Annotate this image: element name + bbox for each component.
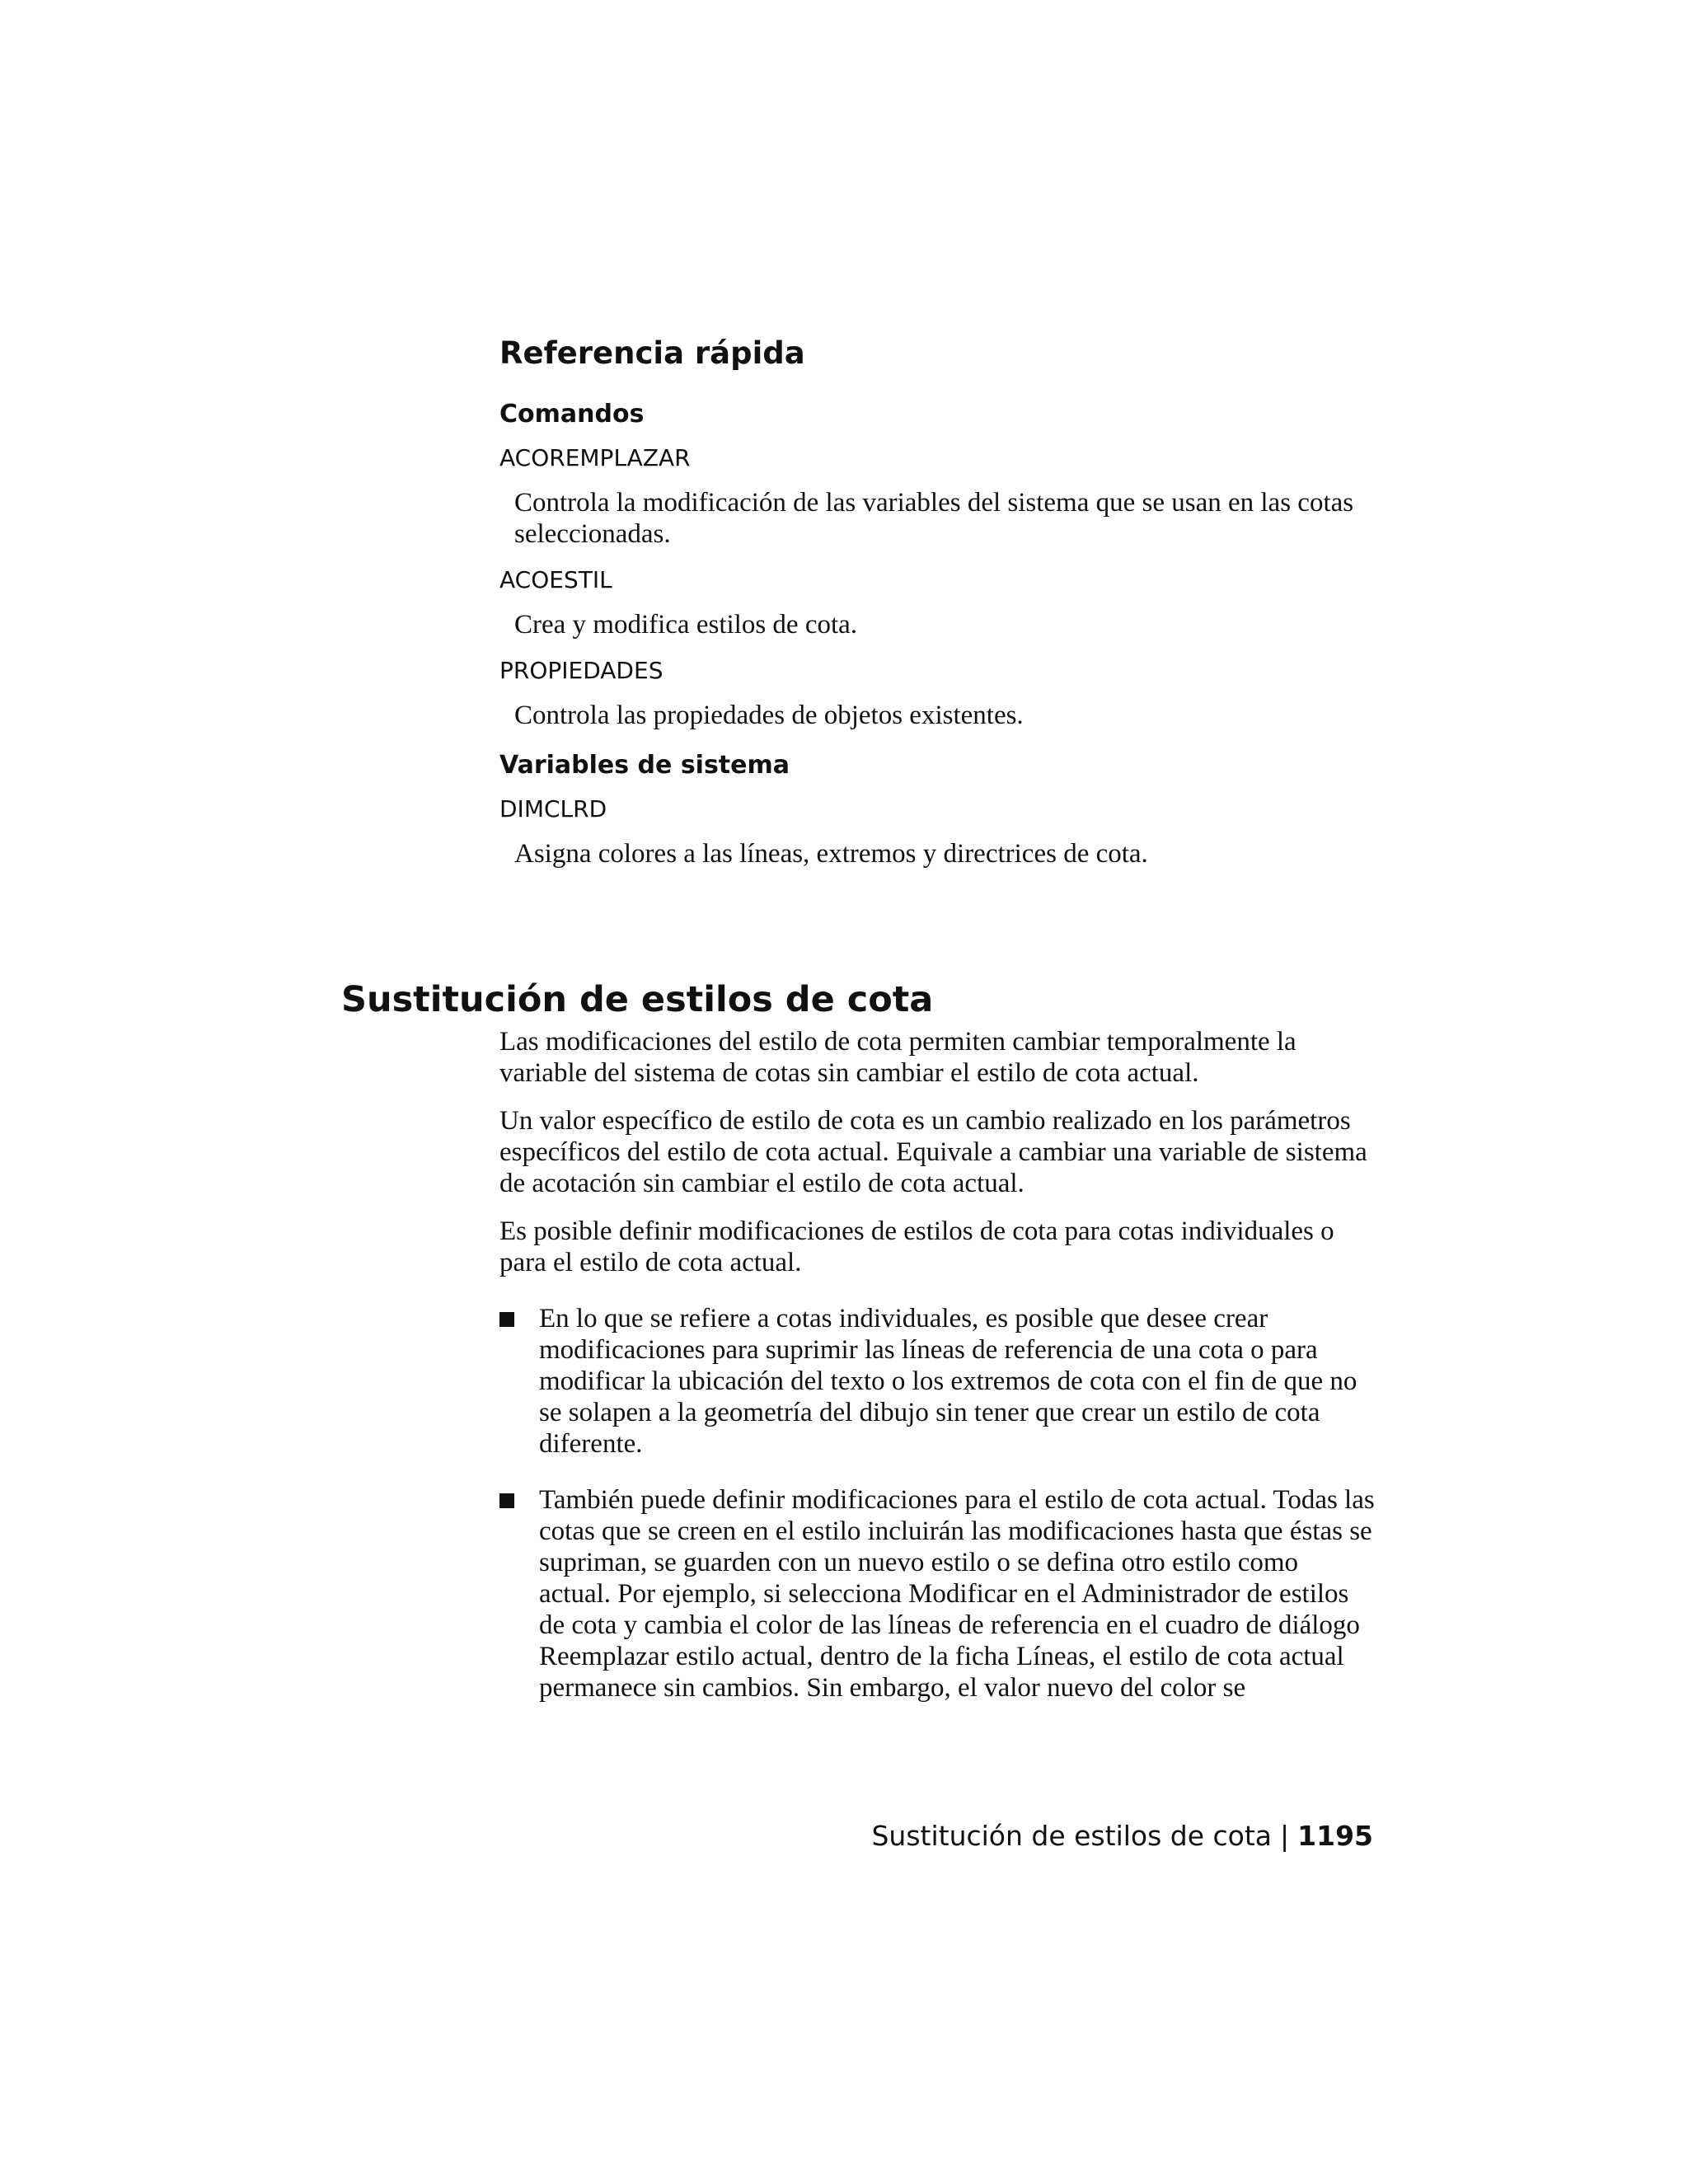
command-term: PROPIEDADES	[499, 657, 663, 684]
square-bullet-icon	[499, 1312, 514, 1327]
system-variables-group	[499, 749, 1373, 869]
command-description: Controla la modificación de las variables del sistema que se usan en las cotas seleccionadas.	[514, 488, 1354, 549]
page-number: 1195	[1297, 1820, 1373, 1852]
command-description: Controla las propiedades de objetos existentes.	[514, 701, 1024, 730]
commands-title: Comandos	[499, 400, 645, 429]
command-term: ACOESTIL	[499, 566, 612, 593]
running-title: Sustitución de estilos de cota	[871, 1820, 1273, 1852]
system-variable-description: Asigna colores a las líneas, extremos y directrices de cota.	[514, 839, 1148, 869]
page-footer	[871, 1818, 1373, 1854]
paragraph: Es posible definir modificaciones de estilos de cota para cotas individuales o para el estilo de cota actual.	[499, 1216, 1334, 1277]
command-description: Crea y modifica estilos de cota.	[514, 610, 858, 640]
system-variables-title: Variables de sistema	[499, 751, 790, 780]
list-item-text: También puede definir modificaciones para el estilo de cota actual. Todas las cotas que se creen en el estilo incluirán las modificaciones hasta que éstas se supriman, se guarden con un nuevo estilo o se defina otro estilo como actual. Por ejemplo, si selecciona Modificar en el Administrador de estilos de cota y cambia el color de las líneas de referencia en el cuadro de diálogo Reemplazar estilo actual, dentro de la ficha Líneas, el estilo de cota actual permanece sin cambios. Sin embargo, el valor nuevo del color se	[539, 1485, 1375, 1703]
quick-reference	[499, 334, 1373, 888]
paragraph: Un valor específico de estilo de cota es un cambio realizado en los parámetros específicos del estilo de cota actual. Equivale a cambiar una variable de sistema de acotación sin cambiar el estilo de cota actual.	[499, 1106, 1367, 1198]
system-variable-term: DIMCLRD	[499, 795, 607, 823]
quick-reference-title: Referencia rápida	[499, 335, 805, 371]
command-term: ACOREMPLAZAR	[499, 444, 691, 471]
square-bullet-icon	[499, 1493, 514, 1508]
paragraph: Las modificaciones del estilo de cota permiten cambiar temporalmente la variable del sistema de cotas sin cambiar el estilo de cota actual.	[499, 1027, 1296, 1088]
list-item-text: En lo que se refiere a cotas individuales, es posible que desee crear modificaciones para suprimir las líneas de referencia de una cota o para modificar la ubicación del texto o los extremos de cota con el fin de que no se solapen a la geometría del dibujo sin tener que crear un estilo de cota diferente.	[539, 1304, 1357, 1459]
bullet-list	[499, 1303, 1375, 1704]
list-item	[499, 1303, 1375, 1460]
section	[341, 977, 1380, 1728]
section-title: Sustitución de estilos de cota	[341, 979, 934, 1020]
footer-separator: |	[1280, 1820, 1290, 1852]
section-body	[499, 1026, 1375, 1704]
list-item	[499, 1484, 1375, 1704]
commands-group	[499, 398, 1373, 731]
